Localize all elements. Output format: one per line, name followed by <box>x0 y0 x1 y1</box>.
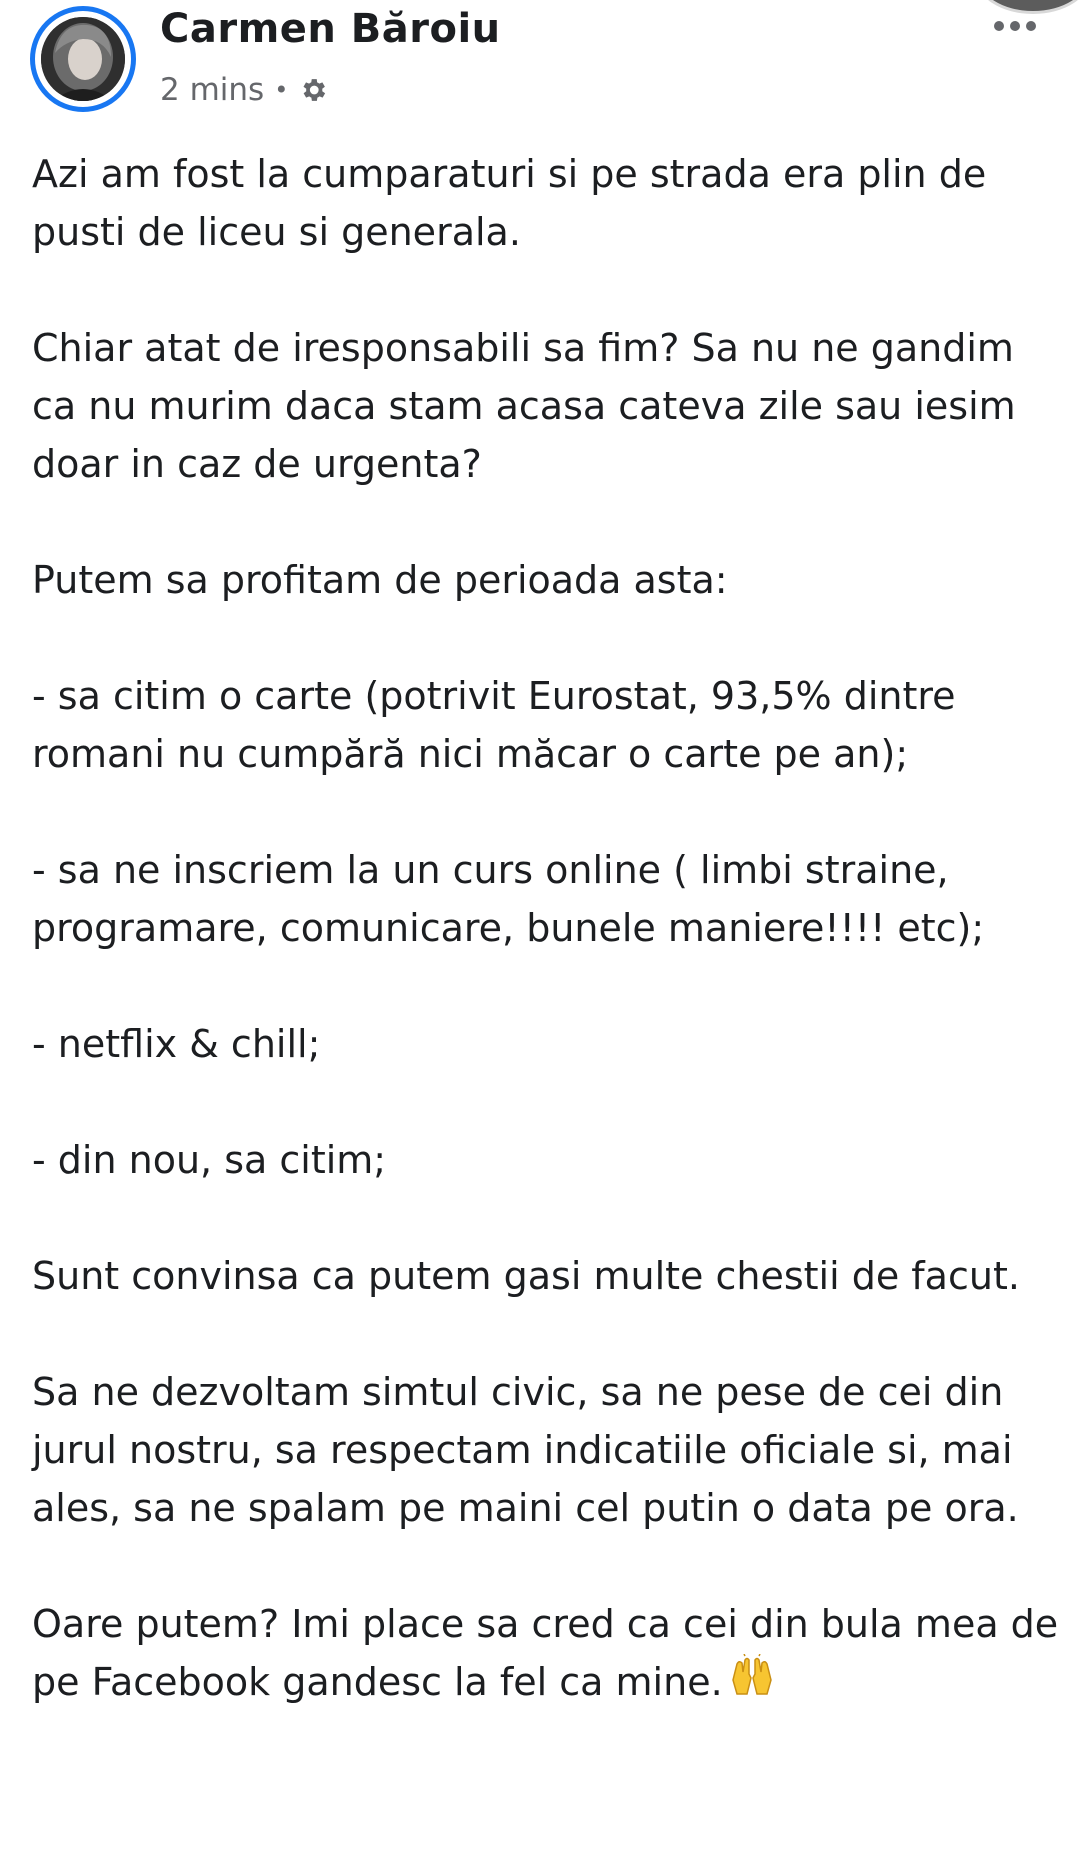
post-paragraph: Chiar atat de iresponsabili sa fim? Sa nu ne gandim ca nu murim daca stam acasa cateva zile sau iesim doar in caz de urgenta? <box>32 326 1028 486</box>
more-horizontal-icon <box>993 20 1037 32</box>
gear-icon[interactable] <box>298 75 328 105</box>
post-paragraph: Azi am fost la cumparaturi si pe strada era plin de pusti de liceu si generala. <box>32 152 999 254</box>
avatar-photo <box>41 17 125 101</box>
post-meta <box>160 72 328 108</box>
meta-separator: • <box>274 76 289 104</box>
more-options-button[interactable] <box>985 8 1045 44</box>
author-name[interactable]: Carmen Băroiu <box>160 6 501 52</box>
author-avatar-ring[interactable] <box>30 6 136 112</box>
post-paragraph: Sa ne dezvoltam simtul civic, sa ne pese de cei din jurul nostru, sa respectam indicatiile oficiale si, mai ales, sa ne spalam pe maini cel putin o data pe ora. <box>32 1370 1025 1530</box>
post-paragraph: Oare putem? Imi place sa cred ca cei din bula mea de pe Facebook gandesc la fel ca mine. <box>32 1602 1071 1704</box>
post-paragraph: - sa citim o carte (potrivit Eurostat, 93,5% dintre romani nu cumpără nici măcar o carte pe an); <box>32 674 968 776</box>
raised-hands-icon <box>729 1654 775 1716</box>
post-paragraph: Putem sa profitam de perioada asta: <box>32 558 728 602</box>
avatar[interactable] <box>41 17 125 101</box>
post-last-paragraph <box>32 1595 1071 1716</box>
post-paragraph: - netflix & chill; <box>32 1022 321 1066</box>
post-paragraph: - sa ne inscriem la un curs online ( limbi straine, programare, comunicare, bunele maniere!!!! etc); <box>32 848 985 950</box>
post-body <box>32 145 1071 1716</box>
post-header <box>0 0 1080 130</box>
post-paragraph: - din nou, sa citim; <box>32 1138 387 1182</box>
post-paragraph: Sunt convinsa ca putem gasi multe chestii de facut. <box>32 1254 1020 1298</box>
post-timestamp[interactable]: 2 mins <box>160 72 265 108</box>
